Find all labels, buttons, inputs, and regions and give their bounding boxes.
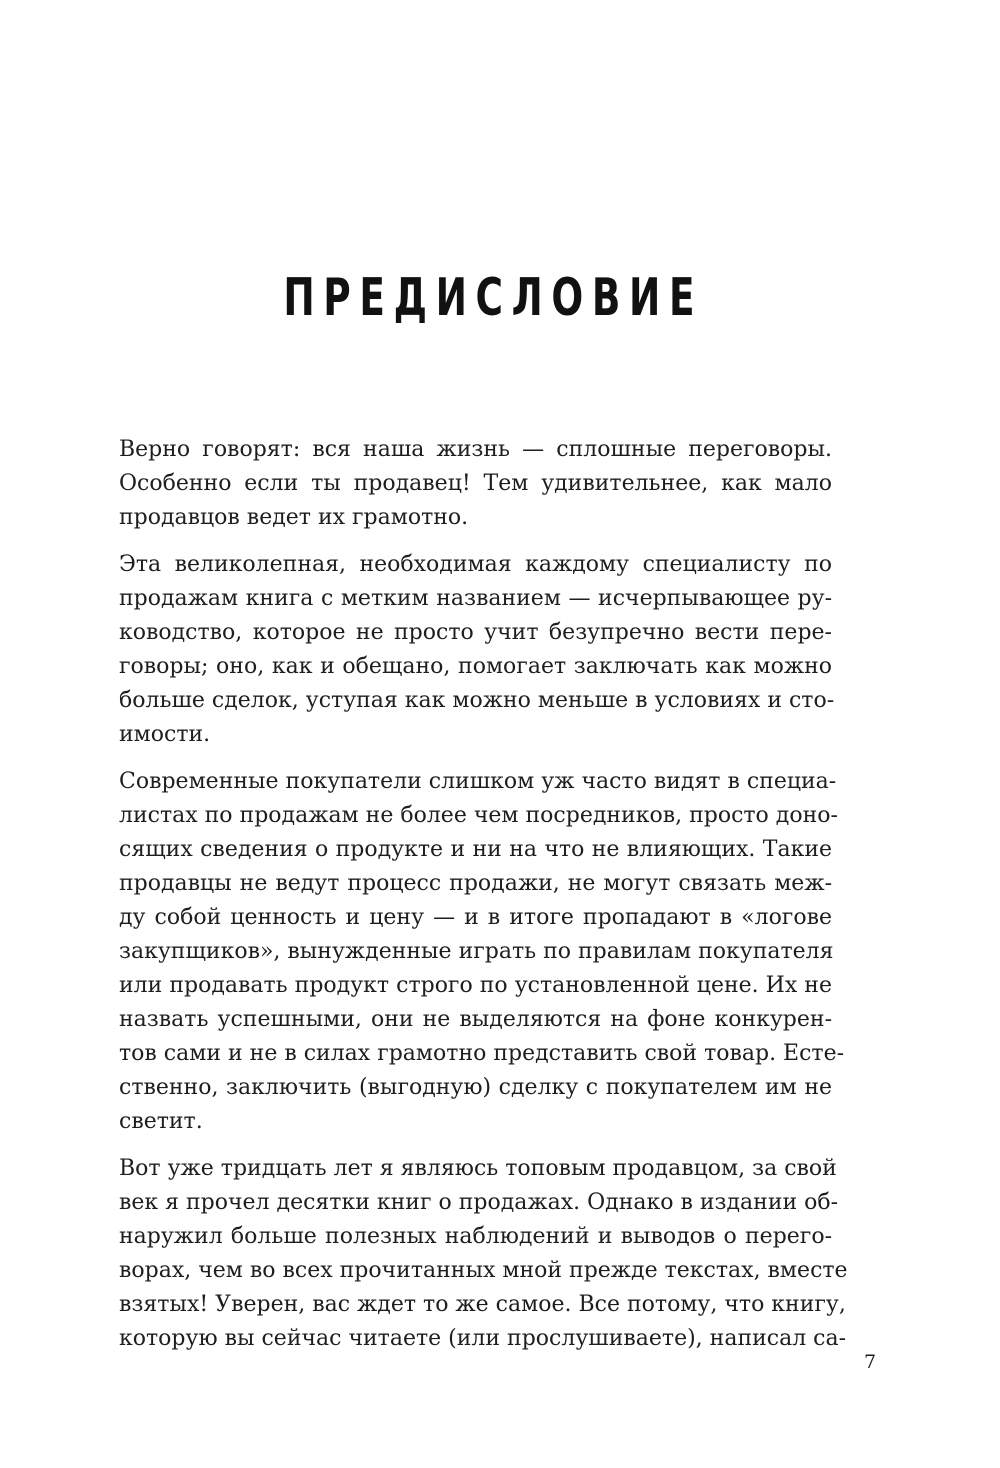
text-line: Верно говорят: вся наша жизнь — сплошные переговоры.	[119, 437, 832, 462]
body-text	[119, 433, 848, 1369]
text-line: говоры; оно, как и обещано, помогает заключать как можно	[119, 654, 832, 679]
text-line: листах по продажам не более чем посредников, просто доно-	[119, 803, 838, 828]
text-line: продажам книга с метким названием — исчерпывающее ру-	[119, 586, 832, 611]
paragraph-3	[119, 765, 845, 1139]
text-line: продавцов ведет их грамотно.	[119, 505, 469, 530]
text-line: взятых! Уверен, вас ждет то же самое. Все потому, что книгу,	[119, 1292, 846, 1317]
text-line: наружил больше полезных наблюдений и выводов о перего-	[119, 1224, 832, 1249]
text-line: тов сами и не в силах грамотно представить свой товар. Есте-	[119, 1041, 845, 1066]
text-line: ворах, чем во всех прочитанных мной прежде текстах, вместе	[119, 1258, 848, 1283]
text-line: или продавать продукт строго по установленной цене. Их не	[119, 973, 832, 998]
paragraph-1	[119, 433, 832, 535]
text-line: закупщиков», вынужденные играть по правилам покупателя	[119, 939, 834, 964]
text-line: ственно, заключить (выгодную) сделку с покупателем им не	[119, 1075, 832, 1100]
text-line: Эта великолепная, необходимая каждому специалисту по	[119, 552, 832, 577]
text-line: ду собой ценность и цену — и в итоге пропадают в «логове	[119, 905, 832, 930]
text-line: ководство, которое не просто учит безупречно вести пере-	[119, 620, 832, 645]
text-line: Вот уже тридцать лет я являюсь топовым продавцом, за свой	[119, 1156, 837, 1181]
text-line: светит.	[119, 1109, 203, 1134]
paragraph-4	[119, 1152, 848, 1356]
paragraph-2	[119, 548, 835, 752]
text-line: век я прочел десятки книг о продажах. Однако в издании об-	[119, 1190, 839, 1215]
page-number: 7	[863, 1351, 877, 1373]
text-line: Особенно если ты продавец! Тем удивительнее, как мало	[119, 471, 832, 496]
text-line: больше сделок, уступая как можно меньше в условиях и сто-	[119, 688, 835, 713]
text-line: имости.	[119, 722, 211, 747]
text-line: Современные покупатели слишком уж часто видят в специа-	[119, 769, 837, 794]
chapter-title: ПРЕДИСЛОВИЕ	[283, 268, 704, 328]
text-line: сящих сведения о продукте и ни на что не влияющих. Такие	[119, 837, 832, 862]
text-line: назвать успешными, они не выделяются на фоне конкурен-	[119, 1007, 832, 1032]
text-line: продавцы не ведут процесс продажи, не могут связать меж-	[119, 871, 832, 896]
text-line: которую вы сейчас читаете (или прослушиваете), написал са-	[119, 1326, 847, 1351]
